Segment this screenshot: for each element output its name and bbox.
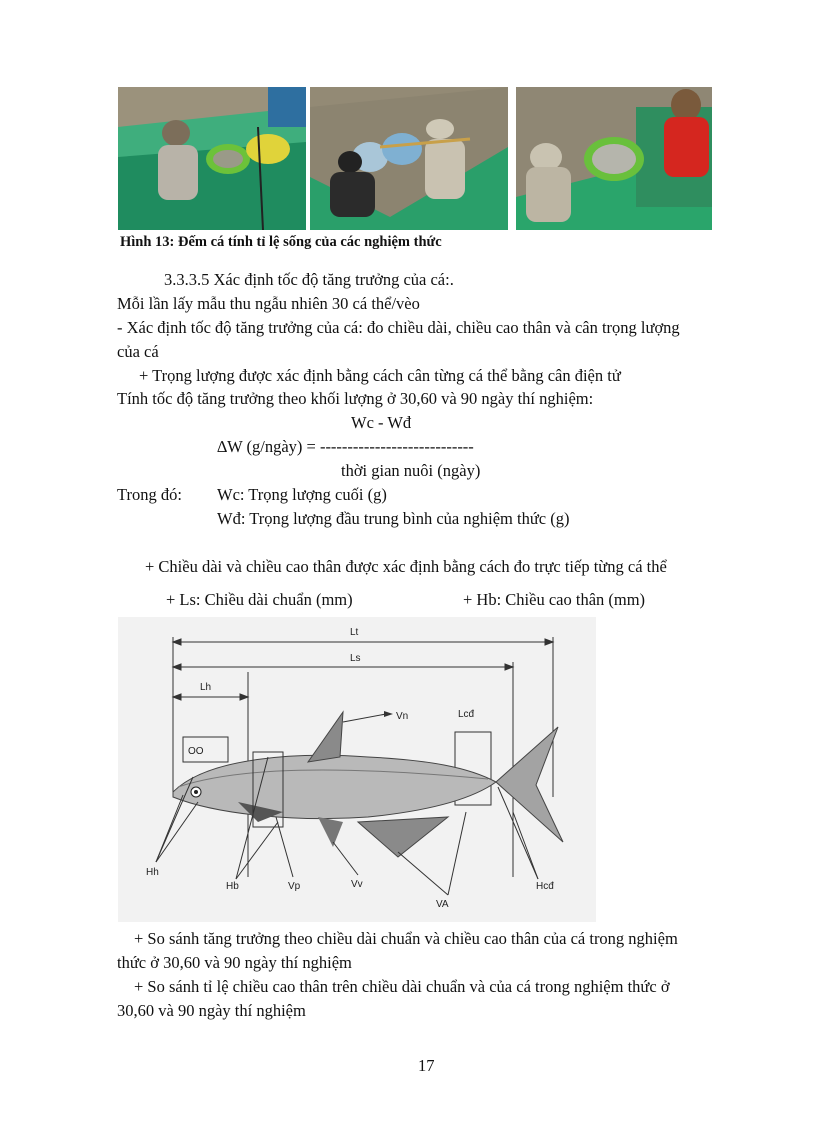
label-lcd: Lcđ	[458, 709, 475, 720]
page-number: 17	[418, 1056, 435, 1075]
formula-numerator: Wc - Wđ	[351, 413, 412, 432]
section-heading: 3.3.3.5 Xác định tốc độ tăng trưởng của cá:.	[164, 270, 454, 289]
label-lh: Lh	[200, 682, 212, 693]
compare-1: + So sánh tăng trưởng theo chiều dài chuẩn và chiều cao thân của cá trong nghiệm	[134, 929, 678, 948]
photo-2	[310, 87, 508, 230]
compare-2-cont: 30,60 và 90 ngày thí nghiệm	[117, 1001, 306, 1020]
formula-lhs: ∆W (g/ngày) = ----------------------------	[217, 437, 474, 456]
photo-1	[118, 87, 306, 230]
growth-line: - Xác định tốc độ tăng trưởng của cá: đo chiều dài, chiều cao thân và cân trọng lượng	[117, 318, 680, 337]
figure-caption: Hình 13: Đếm cá tính tỉ lệ sống của các nghiệm thức	[120, 234, 442, 250]
definition-wc: Wc: Trọng lượng cuối (g)	[217, 485, 387, 504]
label-ls: Ls	[350, 653, 361, 664]
label-vd: Vn	[396, 711, 409, 722]
label-lt: Lt	[350, 627, 359, 638]
label-hcd: Hcđ	[536, 881, 554, 892]
formula-denominator: thời gian nuôi (ngày)	[341, 461, 481, 480]
compare-2: + So sánh tỉ lệ chiều cao thân trên chiều dài chuẩn và của cá trong nghiệm thức ở	[134, 977, 670, 996]
photo-3	[516, 87, 712, 230]
weight-line: + Trọng lượng được xác định bằng cách cân từng cá thể bằng cân điện tử	[139, 366, 621, 385]
label-vv: Vv	[351, 879, 363, 890]
label-vp: Vp	[288, 881, 301, 892]
rate-line: Tính tốc độ tăng trưởng theo khối lượng ở 30,60 và 90 ngày thí nghiệm:	[117, 389, 594, 408]
fish-diagram	[118, 617, 596, 922]
measure-line: + Chiều dài và chiều cao thân được xác định bằng cách đo trực tiếp từng cá thể	[145, 557, 667, 576]
definition-wd: Wđ: Trọng lượng đầu trung bình của nghiệm thức (g)	[217, 509, 570, 528]
label-oo: OO	[188, 746, 204, 757]
measure-hb: + Hb: Chiều cao thân (mm)	[463, 590, 646, 609]
label-va: VA	[436, 899, 449, 910]
definitions-label: Trong đó:	[117, 485, 182, 504]
label-hb: Hb	[226, 881, 239, 892]
label-hh: Hh	[146, 867, 159, 878]
sample-line: Mỗi lần lấy mẫu thu ngẫu nhiên 30 cá thể/vèo	[117, 294, 420, 313]
measure-ls: + Ls: Chiều dài chuẩn (mm)	[166, 590, 353, 609]
growth-line-cont: của cá	[117, 342, 159, 361]
compare-1-cont: thức ở 30,60 và 90 ngày thí nghiệm	[117, 953, 352, 972]
